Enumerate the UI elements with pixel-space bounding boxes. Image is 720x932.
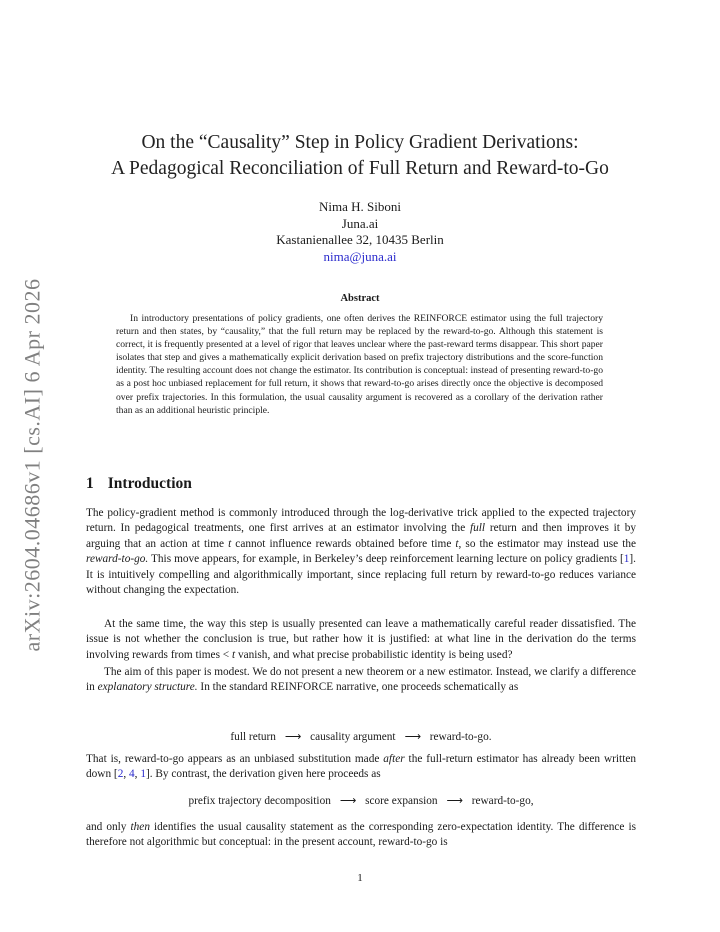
section-number: 1 bbox=[86, 475, 94, 492]
abstract-text: In introductory presentations of policy gradients, one often derives the REINFORCE estimator using the full trajectory return and then states, by “causality,” that the full return may be replaced by the reward-to-go. Although this statement is correct, it is frequently presented at a level of rigor that leaves unclear where the past-reward terms disappear. This short paper isolates that step and gives a mathematically explicit derivation based on prefix trajectory distributions and the score-function identity. The resulting account does not change the estimator. Its contribution is conceptual: instead of presenting reward-to-go as a post hoc unbiased replacement for full return, it shows that reward-to-go arises directly once the objective is decomposed over prefix trajectories. In this formulation, the usual causality argument is recovered as a corollary of the derivation rather than as an additional heuristic principle. bbox=[116, 313, 603, 416]
long-right-arrow-icon: ⟶ bbox=[446, 795, 463, 807]
emphasis-then: then bbox=[130, 821, 150, 833]
section-title: Introduction bbox=[107, 475, 192, 492]
schema-step: reward-to-go, bbox=[471, 795, 534, 807]
title-line-2: A Pedagogical Reconciliation of Full Return and Reward-to-Go bbox=[111, 158, 609, 179]
math-t: t bbox=[232, 648, 236, 661]
schematic-standard-narrative bbox=[86, 730, 636, 745]
author-affiliation: Juna.ai bbox=[341, 215, 379, 231]
long-right-arrow-icon: ⟶ bbox=[404, 731, 421, 743]
arxiv-identifier-text: arXiv:2604.04686v1 [cs.AI] 6 Apr 2026 bbox=[19, 278, 44, 652]
schema-step: causality argument bbox=[310, 731, 396, 743]
title-line-1: On the “Causality” Step in Policy Gradient Derivations: bbox=[141, 132, 579, 153]
author-email-link[interactable]: nima@juna.ai bbox=[323, 248, 397, 264]
citation-link[interactable]: 1 bbox=[140, 768, 146, 781]
intro-paragraph-3 bbox=[86, 665, 636, 696]
emphasis-after: after bbox=[383, 753, 405, 765]
math-t: t bbox=[455, 537, 459, 550]
emphasis-reward-to-go: reward-to-go. bbox=[86, 553, 149, 566]
text-run: , so the estimator may instead use the bbox=[458, 537, 636, 550]
long-right-arrow-icon: ⟶ bbox=[339, 795, 357, 807]
text-run: ]. It is intuitively compelling and algorithmically important, since replacing full return by reward-to-go reduces variance without changing the expectation. bbox=[86, 553, 636, 597]
citation-link[interactable]: 1 bbox=[623, 553, 630, 566]
text-run: cannot influence rewards obtained before time bbox=[231, 537, 456, 550]
page-number: 1 bbox=[357, 872, 363, 884]
text-run: ]. By contrast, the derivation given here proceeds as bbox=[145, 768, 381, 781]
schematic-prefix-derivation bbox=[86, 794, 636, 809]
text-run: and only bbox=[86, 821, 131, 833]
text-run: , bbox=[134, 768, 141, 781]
author-name: Nima H. Siboni bbox=[319, 199, 401, 214]
author-address: Kastanienallee 32, 10435 Berlin bbox=[276, 232, 444, 247]
text-run: the full-return estimator has already been written down [ bbox=[86, 753, 636, 781]
text-run: return and then improves it by arguing that an action at time bbox=[86, 522, 636, 550]
author-block bbox=[0, 199, 720, 265]
text-run: identifies the usual causality statement as the corresponding zero-expectation identity. The difference is therefore not algorithmic but conceptual: in the present account, reward-to-go is bbox=[86, 821, 636, 849]
intro-paragraph-4 bbox=[86, 752, 636, 783]
text-run: , bbox=[123, 768, 130, 781]
text-run: The policy-gradient method is commonly introduced through the log-derivative trick applied to the expected trajectory return. In pedagogical treatments, one first arrives at an estimator involving the bbox=[86, 507, 636, 535]
intro-paragraph-5 bbox=[86, 820, 636, 851]
math-t: t bbox=[228, 537, 232, 550]
schema-step: score expansion bbox=[365, 795, 438, 807]
emphasis-explanatory-structure: explanatory structure. bbox=[97, 681, 198, 694]
paper-title bbox=[0, 130, 720, 182]
schema-step: reward-to-go. bbox=[429, 731, 492, 743]
schema-step: full return bbox=[230, 731, 276, 743]
section-heading-introduction bbox=[86, 475, 192, 493]
citation-link[interactable]: 2 bbox=[117, 768, 124, 781]
schema-step: prefix trajectory decomposition bbox=[188, 795, 331, 807]
text-run: This move appears, for example, in Berkeley’s deep reinforcement learning lecture on policy gradients [ bbox=[148, 553, 624, 566]
text-run: At the same time, the way this step is usually presented can leave a mathematically careful reader dissatisfied. The issue is not whether the conclusion is true, but rather how it is justified: at what line in the derivation do the terms involving rewards from times < bbox=[86, 618, 636, 661]
emphasis-full: full bbox=[470, 522, 486, 535]
text-run: The aim of this paper is modest. We do not present a new theorem or a new estimator. Instead, we clarify a difference in bbox=[86, 666, 636, 694]
arxiv-identifier-sidebar bbox=[12, 268, 52, 662]
citation-link[interactable]: 4 bbox=[129, 768, 135, 781]
intro-paragraph-2 bbox=[86, 617, 636, 663]
text-run: That is, reward-to-go appears as an unbiased substitution made bbox=[86, 753, 384, 765]
text-run: In the standard REINFORCE narrative, one proceeds schematically as bbox=[197, 681, 519, 694]
long-right-arrow-icon: ⟶ bbox=[284, 731, 302, 743]
text-run: vanish, and what precise probabilistic identity is being used? bbox=[235, 648, 513, 661]
abstract-heading: Abstract bbox=[340, 293, 380, 304]
intro-paragraph-1 bbox=[86, 506, 636, 598]
